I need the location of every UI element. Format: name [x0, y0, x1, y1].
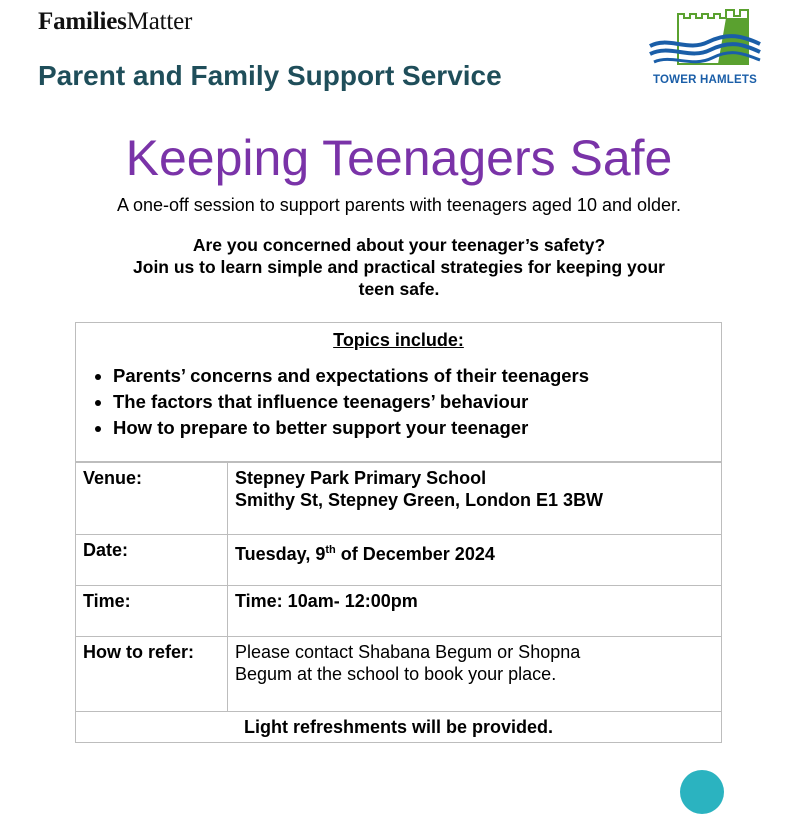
subtitle: A one-off session to support parents with teenagers aged 10 and older. [116, 195, 682, 215]
question-line-3: teen safe. [358, 279, 440, 299]
venue-line-1: Stepney Park Primary School [235, 468, 487, 488]
venue-value [228, 463, 722, 535]
refreshments-note: Light refreshments will be provided. [76, 712, 722, 743]
venue-label: Venue: [76, 463, 228, 535]
venue-line-2: Smithy St, Stepney Green, London E1 3BW [235, 490, 604, 510]
service-name: Parent and Family Support Service [38, 60, 502, 91]
brand-light-text: Matter [126, 8, 193, 35]
table-row [76, 535, 722, 586]
refer-line-1: Please contact Shabana Begum or Shopna [235, 642, 581, 662]
topics-heading: Topics include: [333, 330, 464, 350]
table-row [76, 712, 722, 743]
date-value [228, 535, 722, 586]
refer-value [228, 637, 722, 712]
refer-line-2: Begum at the school to book your place. [235, 664, 557, 684]
decorative-circle [680, 770, 724, 814]
tower-hamlets-logo [640, 4, 770, 90]
brand-bold-text: Families [38, 8, 127, 35]
list-item: • The factors that influence teenagers’ behaviour [113, 389, 589, 415]
question-line-2: Join us to learn simple and practical strategies for keeping your [133, 257, 665, 277]
page-title: Keeping Teenagers Safe [125, 130, 673, 186]
date-prefix: Tuesday, 9 [235, 544, 326, 564]
logo-text: TOWER HAMLETS [653, 74, 757, 86]
table-row [76, 586, 722, 637]
date-label: Date: [76, 535, 228, 586]
time-label: Time: [76, 586, 228, 637]
intro-question [0, 234, 798, 300]
time-value: Time: 10am- 12:00pm [228, 586, 722, 637]
families-matter-brand [38, 8, 192, 36]
topics-box [75, 322, 722, 462]
list-item: • How to prepare to better support your teenager [113, 415, 589, 441]
refer-label: How to refer: [76, 637, 228, 712]
list-item: • Parents’ concerns and expectations of their teenagers [113, 363, 589, 389]
castle-wave-icon [648, 6, 762, 72]
table-row [76, 637, 722, 712]
date-suffix: of December 2024 [335, 544, 495, 564]
topics-list [89, 363, 589, 441]
table-row [76, 463, 722, 535]
date-ordinal: th [325, 544, 336, 556]
details-table [75, 462, 722, 743]
question-line-1: Are you concerned about your teenager’s safety? [192, 235, 606, 255]
